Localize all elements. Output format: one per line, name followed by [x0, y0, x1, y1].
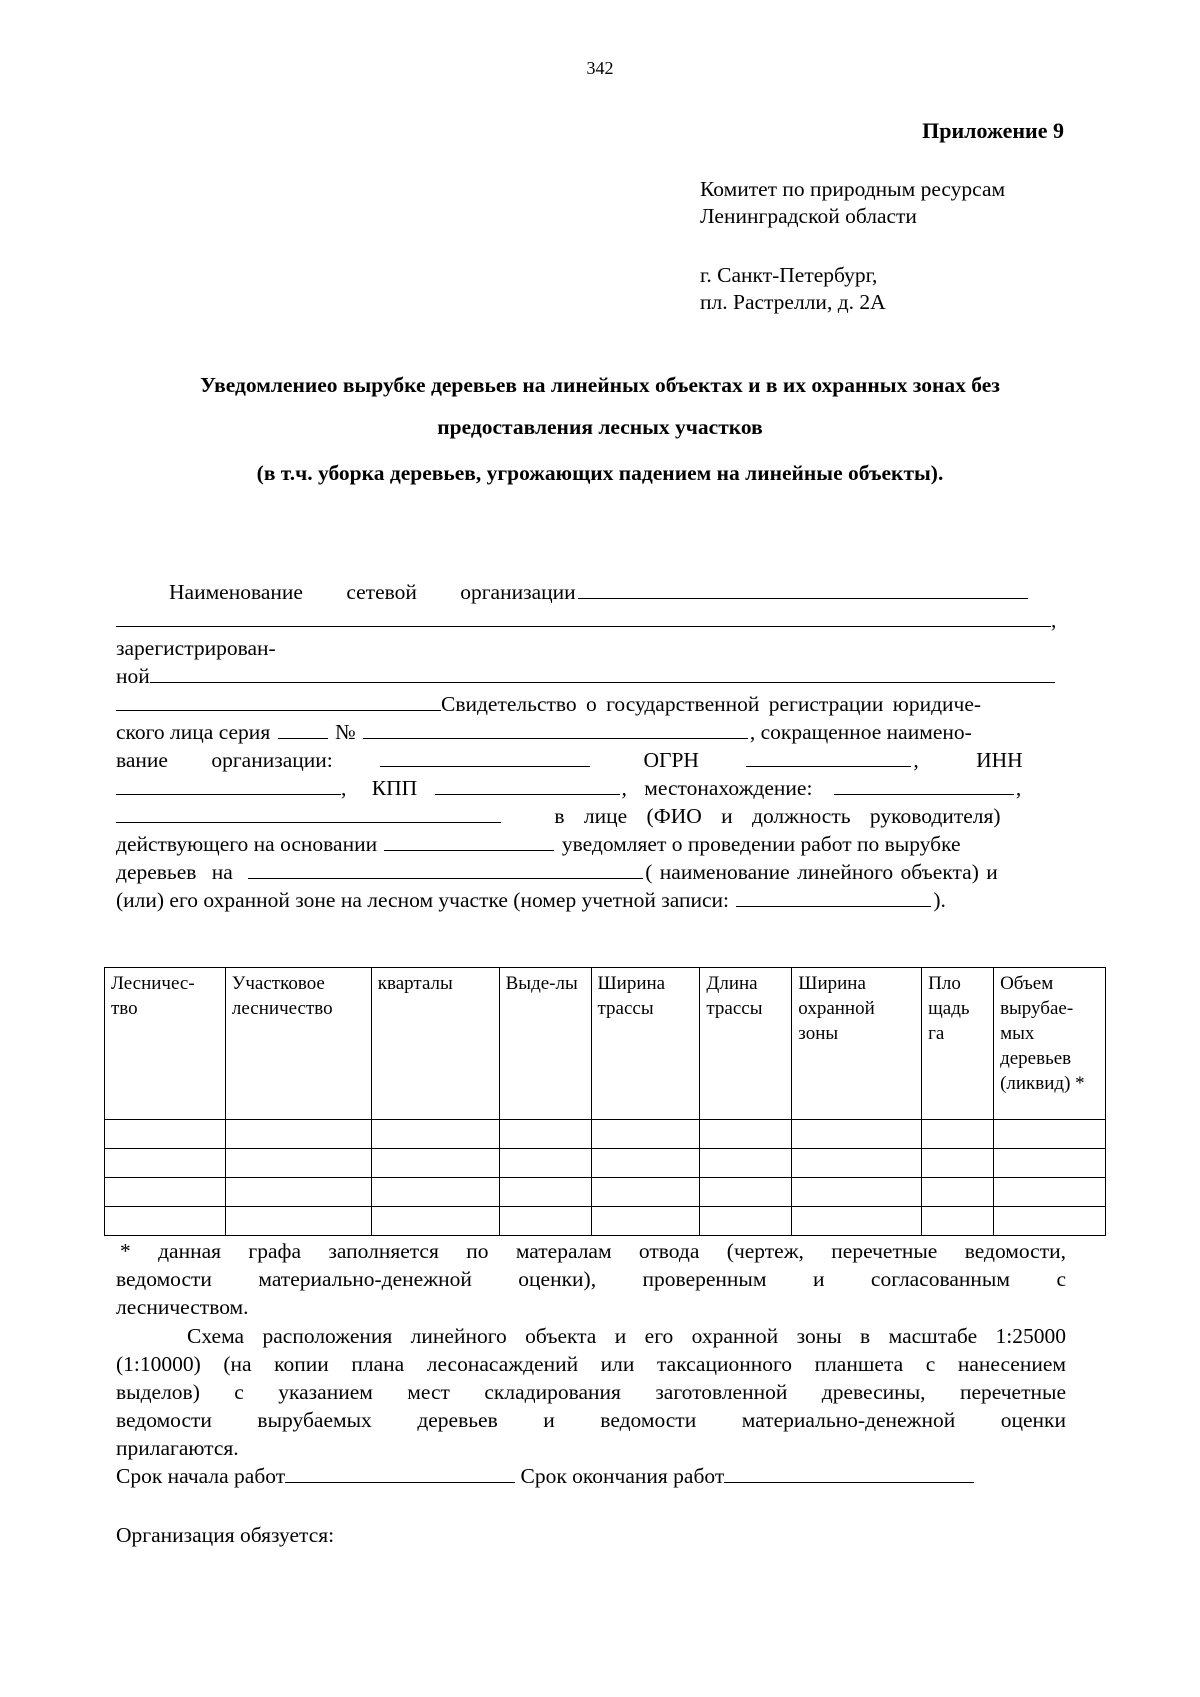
end-date-field[interactable] [724, 1462, 974, 1483]
registered-label2: ной [116, 664, 150, 688]
table-row [105, 1149, 1106, 1178]
registered-field-cont[interactable] [116, 690, 441, 711]
document-title-line2: предоставления лесных участков [437, 415, 763, 439]
acting-on-label: действующего на основании [116, 832, 378, 856]
table-cell[interactable] [371, 1149, 499, 1178]
ogrn-label: ОГРН [643, 748, 699, 772]
work-dates [116, 1462, 1066, 1490]
form-line-in-person [116, 802, 1066, 830]
table-cell[interactable] [591, 1178, 700, 1207]
table-cell[interactable] [700, 1149, 792, 1178]
start-date-field[interactable] [285, 1462, 515, 1483]
document-title-line3: (в т.ч. уборка деревьев, угрожающих падением на линейные объекты). [256, 461, 944, 485]
short-name-text: , сокращенное наимено- [749, 720, 972, 744]
table-header-cell: Пло щадь га [922, 968, 994, 1120]
ogrn-field[interactable] [746, 746, 911, 767]
table-cell[interactable] [922, 1120, 994, 1149]
form-line-object [116, 858, 1066, 886]
location-label: местонахождение: [644, 776, 813, 800]
registered-label1: зарегистрирован- [116, 636, 276, 660]
org-name-label: Наименование сетевой организации [169, 580, 576, 604]
table-row [105, 1178, 1106, 1207]
table-cell[interactable] [994, 1178, 1106, 1207]
kpp-field[interactable] [435, 774, 620, 795]
inn-field[interactable] [116, 774, 341, 795]
table-header-cell: Ширина охранной зоны [792, 968, 922, 1120]
table-cell[interactable] [591, 1207, 700, 1236]
short-name-field[interactable] [380, 746, 590, 767]
table-header-cell: Длина трассы [700, 968, 792, 1120]
obligation-label: Организация обязуется: [116, 1523, 335, 1547]
scheme-line2: (1:10000) (на копии плана лесонасаждений или таксационного планшета с нанесением [116, 1352, 1066, 1376]
document-title-line1: Уведомлениео вырубке деревьев на линейных объектах и в их охранных зонах без [200, 373, 1000, 397]
table-cell[interactable] [792, 1178, 922, 1207]
table-cell[interactable] [994, 1207, 1106, 1236]
record-number-field[interactable] [736, 886, 931, 907]
object-name-field[interactable] [248, 858, 643, 879]
table-cell[interactable] [792, 1149, 922, 1178]
table-header-cell: Ширина трассы [591, 968, 700, 1120]
org-name-field[interactable] [578, 578, 1028, 599]
footnote-line2: ведомости материально-денежной оценки), проверенным и согласованным с [116, 1267, 1066, 1291]
basis-field[interactable] [384, 830, 554, 851]
table-cell[interactable] [499, 1207, 591, 1236]
table-cell[interactable] [922, 1207, 994, 1236]
form-line-ogrn: вание организации: ОГРН , ИНН [116, 748, 1023, 772]
registered-field[interactable] [150, 662, 1055, 683]
form-line-registered [116, 662, 1066, 690]
in-person-text: в лице (ФИО и должность руководителя) [554, 804, 1001, 828]
series-label: ского лица серия [116, 720, 271, 744]
vanie-text: вание [116, 748, 168, 772]
table-cell[interactable] [700, 1120, 792, 1149]
form-line-certificate [116, 690, 1066, 718]
scheme-line4: ведомости вырубаемых деревьев и ведомости материально-денежной оценки [116, 1408, 1066, 1432]
recipient-org-line1: Комитет по природным ресурсам [700, 177, 1006, 201]
table-cell[interactable] [225, 1120, 371, 1149]
table-header-cell: Участковое лесничество [225, 968, 371, 1120]
number-field[interactable] [363, 718, 748, 739]
notifies-text: уведомляет о проведении работ по вырубке [561, 832, 961, 856]
form-line-series [116, 718, 1066, 746]
or-zone-text: (или) его охранной зоне на лесном участке (номер учетной записи: [116, 888, 730, 912]
forest-data-table [104, 967, 1106, 1236]
footnote [116, 1237, 1066, 1321]
form-line-org-name [116, 578, 1066, 606]
table-row [105, 1120, 1106, 1149]
appendix-label: Приложение 9 [922, 118, 1064, 143]
table-cell[interactable] [371, 1207, 499, 1236]
table-cell[interactable] [105, 1149, 226, 1178]
table-cell[interactable] [792, 1207, 922, 1236]
certificate-text: Свидетельство о государственной регистрации юридиче- [441, 692, 982, 716]
table-cell[interactable] [225, 1207, 371, 1236]
table-header-cell: Лесничес-тво [105, 968, 226, 1120]
table-cell[interactable] [105, 1178, 226, 1207]
number-label: № [334, 720, 356, 744]
series-field[interactable] [278, 718, 328, 739]
table-cell[interactable] [225, 1178, 371, 1207]
table-header-cell: Объем вырубае-мых деревьев (ликвид) * [994, 968, 1106, 1120]
table-cell[interactable] [922, 1178, 994, 1207]
table-cell[interactable] [499, 1149, 591, 1178]
table-cell[interactable] [994, 1120, 1106, 1149]
footnote-line3: лесничеством. [116, 1295, 249, 1319]
table-cell[interactable] [792, 1120, 922, 1149]
start-date-label: Срок начала работ [116, 1464, 286, 1488]
table-header-cell: Выде-лы [499, 968, 591, 1120]
org-name-field-cont[interactable] [116, 606, 1051, 627]
form-line-record [116, 886, 1066, 914]
recipient-address [700, 262, 886, 316]
table-cell[interactable] [591, 1149, 700, 1178]
table-cell[interactable] [105, 1207, 226, 1236]
scheme-line5: прилагаются. [116, 1436, 239, 1460]
recipient-org-line2: Ленинградской области [700, 204, 917, 228]
inn-label: ИНН [976, 748, 1023, 772]
form-line-org-name-cont: , [116, 606, 1066, 634]
object-name-text: ( наименование линейного объекта) и [645, 860, 998, 884]
table-cell[interactable] [922, 1149, 994, 1178]
location-field[interactable] [834, 774, 1014, 795]
table-cell[interactable] [591, 1120, 700, 1149]
form-line-acting [116, 830, 1066, 858]
scheme-line1: Схема расположения линейного объекта и его охранной зоны в масштабе 1:25000 [187, 1324, 1066, 1348]
recipient-organization [700, 176, 1005, 230]
table-header-row [105, 968, 1106, 1120]
footnote-line1: * данная графа заполняется по матералам отвода (чертеж, перечетные ведомости, [120, 1239, 1066, 1263]
table-cell[interactable] [700, 1178, 792, 1207]
scheme-paragraph [116, 1322, 1066, 1462]
table-row [105, 1207, 1106, 1236]
recipient-addr-line2: пл. Растрелли, д. 2А [700, 290, 886, 314]
close-paren: ). [933, 888, 946, 912]
form-line-kpp: , КПП , местонахождение: , [116, 774, 1066, 802]
kpp-label: КПП [371, 776, 418, 800]
recipient-addr-line1: г. Санкт-Петербург, [700, 263, 878, 287]
table-cell[interactable] [225, 1149, 371, 1178]
page-number: 342 [586, 58, 614, 78]
table-header-cell: кварталы [371, 968, 499, 1120]
trees-on-label: деревьев на [116, 860, 233, 884]
end-date-label: Срок окончания работ [520, 1464, 725, 1488]
org-label: организации: [211, 748, 333, 772]
location-field-cont[interactable] [116, 802, 501, 823]
table-cell[interactable] [105, 1120, 226, 1149]
table-cell[interactable] [700, 1207, 792, 1236]
table-cell[interactable] [499, 1178, 591, 1207]
scheme-line3: выделов) с указанием мест складирования заготовленной древесины, перечетные [116, 1380, 1066, 1404]
table-cell[interactable] [371, 1120, 499, 1149]
table-body [105, 1120, 1106, 1236]
table-cell[interactable] [994, 1149, 1106, 1178]
table-cell[interactable] [499, 1120, 591, 1149]
table-cell[interactable] [371, 1178, 499, 1207]
